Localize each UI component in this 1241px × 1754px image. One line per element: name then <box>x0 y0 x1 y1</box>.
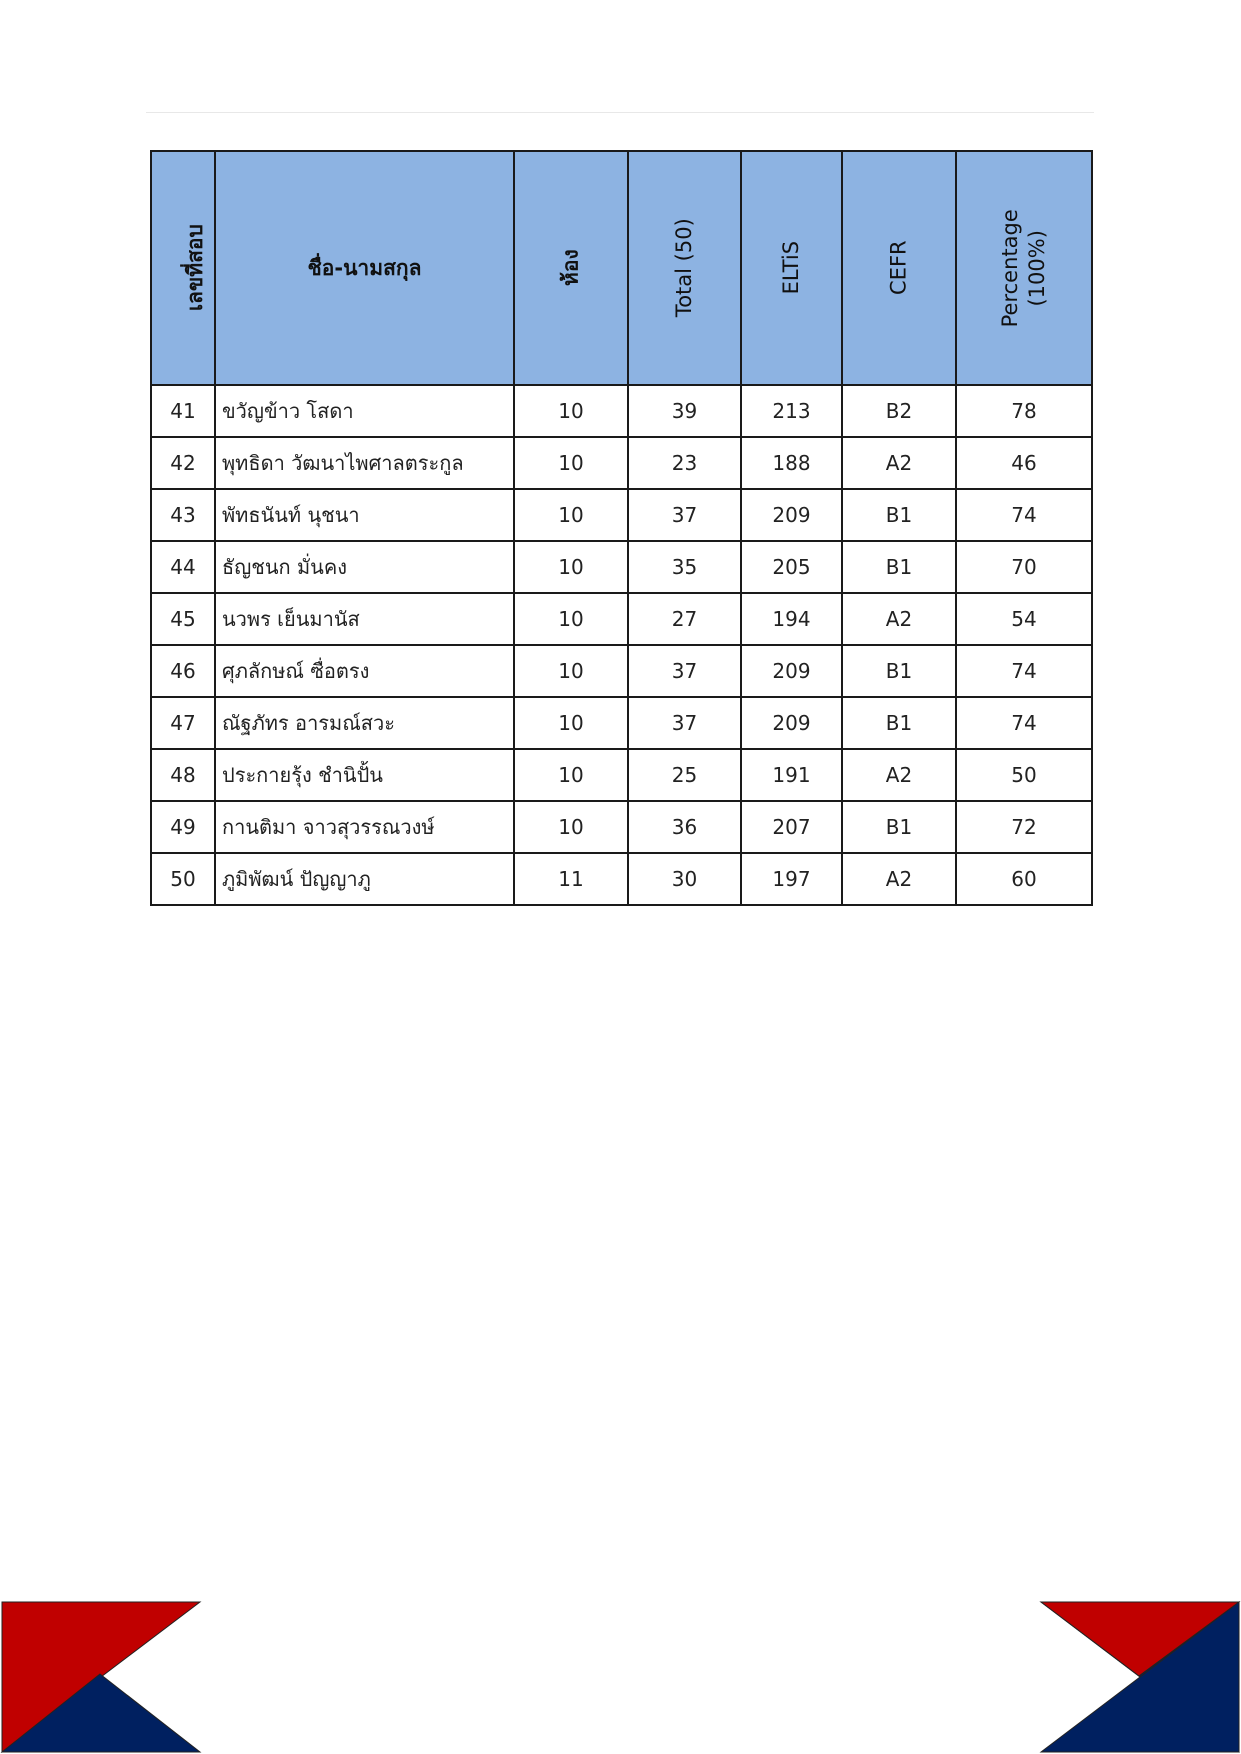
table-row <box>151 853 1092 905</box>
room-cell: 10 <box>514 541 628 593</box>
header-percentage: Percentage (100%) <box>956 151 1092 385</box>
table-row <box>151 489 1092 541</box>
name-cell: ขวัญข้าว โสดา <box>215 385 514 437</box>
total-cell: 30 <box>628 853 741 905</box>
eltis-cell: 194 <box>741 593 842 645</box>
corner-decoration-right <box>1039 1600 1241 1754</box>
exam-no-cell: 42 <box>151 437 215 489</box>
room-cell: 10 <box>514 437 628 489</box>
eltis-cell: 209 <box>741 489 842 541</box>
room-cell: 10 <box>514 697 628 749</box>
exam-no-cell: 44 <box>151 541 215 593</box>
total-cell: 39 <box>628 385 741 437</box>
name-cell: ภูมิพัฒน์ ปัญญาภู <box>215 853 514 905</box>
total-cell: 37 <box>628 645 741 697</box>
total-cell: 37 <box>628 489 741 541</box>
total-cell: 36 <box>628 801 741 853</box>
name-cell: นวพร เย็นมานัส <box>215 593 514 645</box>
eltis-cell: 205 <box>741 541 842 593</box>
header-divider <box>146 112 1094 113</box>
table-header-row <box>151 151 1092 385</box>
eltis-cell: 213 <box>741 385 842 437</box>
exam-no-cell: 43 <box>151 489 215 541</box>
percentage-cell: 46 <box>956 437 1092 489</box>
eltis-cell: 209 <box>741 645 842 697</box>
header-cefr: CEFR <box>842 151 956 385</box>
eltis-cell: 191 <box>741 749 842 801</box>
percentage-cell: 78 <box>956 385 1092 437</box>
cefr-cell: B1 <box>842 489 956 541</box>
percentage-cell: 72 <box>956 801 1092 853</box>
total-cell: 27 <box>628 593 741 645</box>
eltis-cell: 207 <box>741 801 842 853</box>
name-cell: ประกายรุ้ง ชำนิปั้น <box>215 749 514 801</box>
exam-no-cell: 46 <box>151 645 215 697</box>
room-cell: 10 <box>514 489 628 541</box>
table-row <box>151 801 1092 853</box>
table-row <box>151 437 1092 489</box>
cefr-cell: B1 <box>842 645 956 697</box>
total-cell: 35 <box>628 541 741 593</box>
cefr-cell: B1 <box>842 541 956 593</box>
name-cell: ธัญชนก มั่นคง <box>215 541 514 593</box>
table-row <box>151 385 1092 437</box>
cefr-cell: A2 <box>842 853 956 905</box>
table-row <box>151 749 1092 801</box>
name-cell: ณัฐภัทร อารมณ์สวะ <box>215 697 514 749</box>
header-eltis: ELTiS <box>741 151 842 385</box>
percentage-cell: 74 <box>956 489 1092 541</box>
name-cell: ศุภลักษณ์ ซื่อตรง <box>215 645 514 697</box>
name-cell: พัทธนันท์ นุชนา <box>215 489 514 541</box>
percentage-cell: 70 <box>956 541 1092 593</box>
table-row <box>151 645 1092 697</box>
name-cell: กานติมา จาวสุวรรณวงษ์ <box>215 801 514 853</box>
percentage-cell: 74 <box>956 697 1092 749</box>
cefr-cell: B1 <box>842 697 956 749</box>
exam-no-cell: 50 <box>151 853 215 905</box>
room-cell: 11 <box>514 853 628 905</box>
header-total: Total (50) <box>628 151 741 385</box>
total-cell: 25 <box>628 749 741 801</box>
exam-no-cell: 47 <box>151 697 215 749</box>
room-cell: 10 <box>514 645 628 697</box>
corner-decoration-left <box>0 1600 202 1754</box>
percentage-cell: 50 <box>956 749 1092 801</box>
exam-no-cell: 48 <box>151 749 215 801</box>
cefr-cell: A2 <box>842 437 956 489</box>
room-cell: 10 <box>514 385 628 437</box>
table-row <box>151 593 1092 645</box>
percentage-cell: 60 <box>956 853 1092 905</box>
eltis-cell: 188 <box>741 437 842 489</box>
eltis-cell: 209 <box>741 697 842 749</box>
room-cell: 10 <box>514 801 628 853</box>
cefr-cell: B2 <box>842 385 956 437</box>
exam-no-cell: 45 <box>151 593 215 645</box>
total-cell: 23 <box>628 437 741 489</box>
room-cell: 10 <box>514 593 628 645</box>
total-cell: 37 <box>628 697 741 749</box>
cefr-cell: A2 <box>842 749 956 801</box>
header-name: ชื่อ-นามสกุล <box>215 151 514 385</box>
percentage-cell: 54 <box>956 593 1092 645</box>
table-row <box>151 541 1092 593</box>
exam-no-cell: 49 <box>151 801 215 853</box>
table-row <box>151 697 1092 749</box>
percentage-cell: 74 <box>956 645 1092 697</box>
header-room: ห้อง <box>514 151 628 385</box>
eltis-cell: 197 <box>741 853 842 905</box>
exam-no-cell: 41 <box>151 385 215 437</box>
name-cell: พุทธิดา วัฒนาไพศาลตระกูล <box>215 437 514 489</box>
cefr-cell: A2 <box>842 593 956 645</box>
header-exam-no: เลขที่สอบ <box>151 151 215 385</box>
room-cell: 10 <box>514 749 628 801</box>
score-table <box>150 150 1093 906</box>
cefr-cell: B1 <box>842 801 956 853</box>
